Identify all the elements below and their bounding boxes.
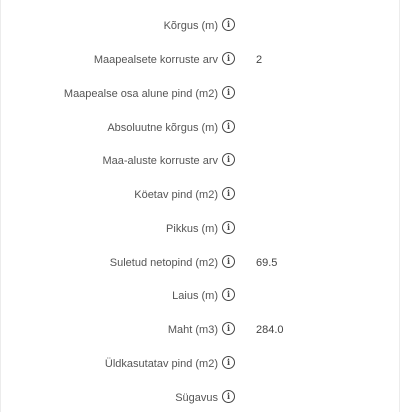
- field-row-suletud-netopind: [1, 253, 400, 275]
- field-value: 69.5: [256, 257, 278, 269]
- field-label: Maht (m3): [167, 324, 218, 336]
- field-label: Köetav pind (m2): [134, 189, 218, 201]
- field-row-absoluutne-korgus: [1, 118, 400, 140]
- info-icon[interactable]: i: [222, 356, 235, 369]
- field-label: Suletud netopind (m2): [109, 257, 218, 269]
- field-row-maapealsete-korruste-arv: [1, 50, 400, 72]
- field-row-pikkus: [1, 219, 400, 241]
- field-label: Laius (m): [172, 290, 218, 302]
- field-row-maht: [1, 320, 400, 342]
- field-label: Pikkus (m): [166, 223, 218, 235]
- info-icon[interactable]: i: [222, 153, 235, 166]
- field-row-uldkasutatav-pind: [1, 354, 400, 376]
- field-label: Absoluutne kõrgus (m): [107, 122, 218, 134]
- field-row-laius: [1, 286, 400, 308]
- info-icon[interactable]: i: [222, 221, 235, 234]
- info-icon[interactable]: i: [222, 255, 235, 268]
- field-label: Maapealsete korruste arv: [93, 54, 218, 66]
- field-label: Üldkasutatav pind (m2): [104, 358, 218, 370]
- field-label: Maapealse osa alune pind (m2): [63, 88, 218, 100]
- field-label: Sügavus: [175, 392, 218, 404]
- info-icon[interactable]: i: [222, 18, 235, 31]
- field-value: 2: [256, 54, 263, 66]
- field-row-korgus: [1, 16, 400, 38]
- field-value: 284.0: [256, 324, 284, 336]
- info-icon[interactable]: i: [222, 288, 235, 301]
- info-icon[interactable]: i: [222, 120, 235, 133]
- info-icon[interactable]: i: [222, 187, 235, 200]
- field-label: Maa-aluste korruste arv: [102, 155, 218, 167]
- field-label: Kõrgus (m): [163, 20, 218, 32]
- info-icon[interactable]: i: [222, 390, 235, 403]
- field-row-koetav-pind: [1, 185, 400, 207]
- info-icon[interactable]: i: [222, 52, 235, 65]
- info-icon[interactable]: i: [222, 322, 235, 335]
- field-row-sugavus: [1, 388, 400, 410]
- field-row-maa-aluste-korruste-arv: [1, 151, 400, 173]
- field-row-maapealse-osa-alune-pind: [1, 84, 400, 106]
- info-icon[interactable]: i: [222, 86, 235, 99]
